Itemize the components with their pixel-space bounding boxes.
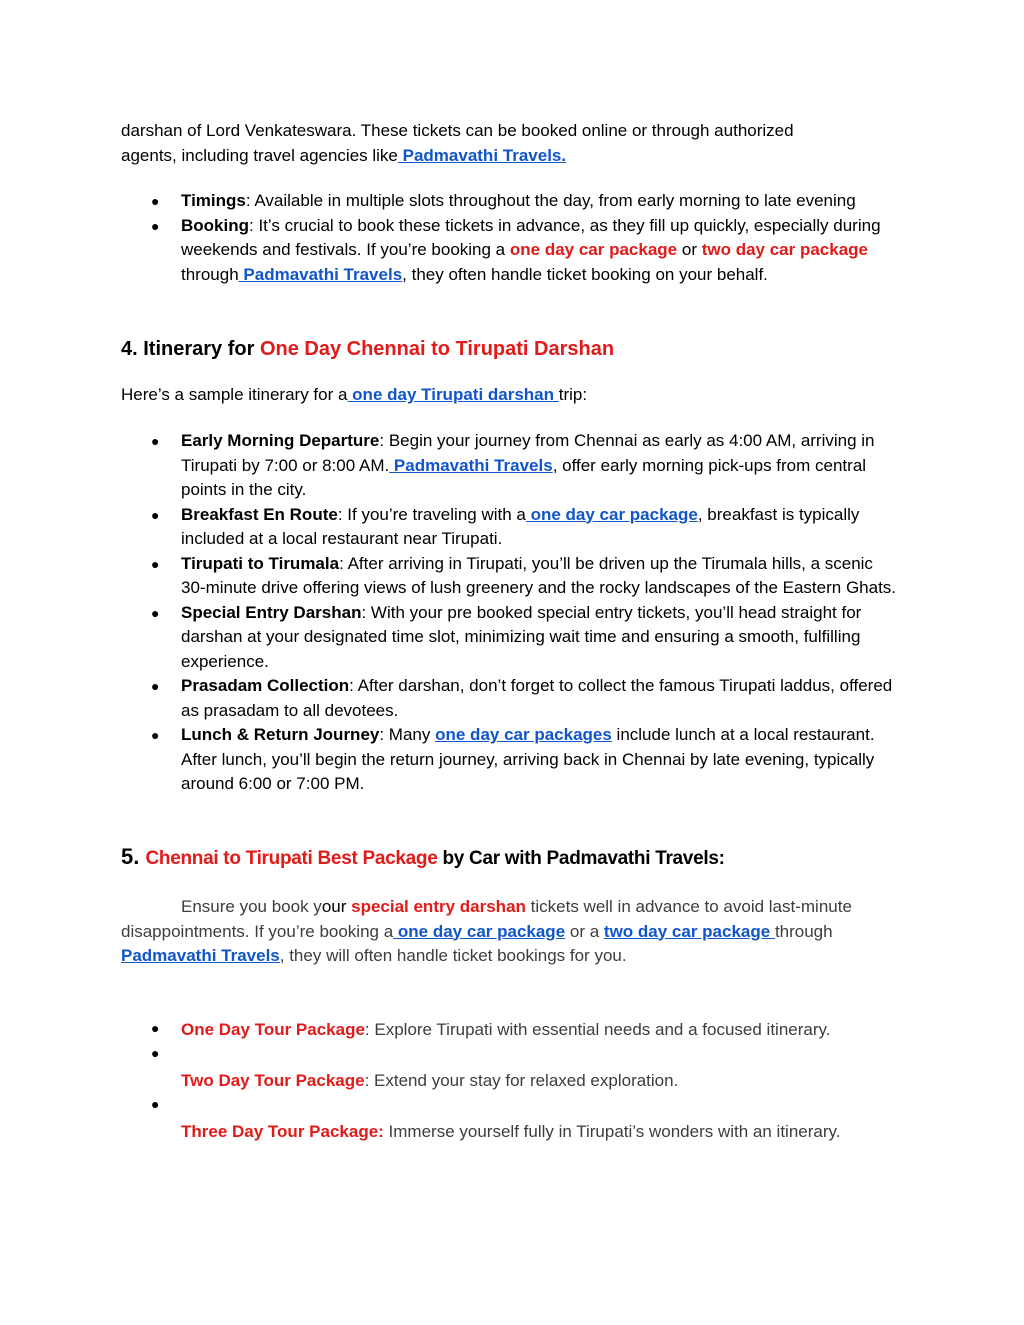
tour-name: One Day Tour Package bbox=[181, 1020, 365, 1039]
bullet-icon: ● bbox=[151, 1045, 160, 1061]
heading-prefix: 4. Itinerary for bbox=[121, 338, 260, 360]
itinerary-list bbox=[121, 429, 901, 797]
section-5-heading bbox=[121, 844, 725, 872]
list-item-text: : Many bbox=[379, 725, 436, 744]
list-item-text: include lunch at a local restaurant. After lunch, you’ll begin the return journey, arriving back in Chennai by late evening, typically around 6:00 or 7:00 PM. bbox=[181, 725, 875, 793]
list-item bbox=[121, 1045, 921, 1071]
tickets-list bbox=[121, 189, 911, 287]
list-item-text: , offer early morning pick-ups from central points in the city. bbox=[181, 455, 867, 499]
padmavathi-travels-link[interactable]: Padmavathi Travels bbox=[121, 946, 280, 965]
list-item bbox=[121, 1122, 921, 1147]
list-item-text: , breakfast is typically included at a local restaurant near Tirupati. bbox=[181, 504, 860, 548]
highlight-special-entry-darshan: special entry darshan bbox=[351, 897, 526, 916]
list-item-text: : If you’re traveling with a bbox=[337, 504, 526, 524]
list-item-term: Booking bbox=[181, 215, 249, 235]
padmavathi-travels-link[interactable]: Padmavathi Travels bbox=[389, 455, 553, 475]
bullet-icon: ● bbox=[151, 727, 160, 743]
section-4-intro bbox=[121, 383, 587, 408]
list-item-text: : Begin your journey from Chennai as early as 4:00 AM, arriving in Tirupati by 7:00 or 8:00 AM. bbox=[181, 431, 875, 475]
bullet-icon: ● bbox=[151, 217, 160, 234]
intro-text: trip: bbox=[558, 385, 588, 404]
para-text: Ensure you book y bbox=[181, 897, 322, 916]
heading-highlight: One Day Chennai to Tirupati Darshan bbox=[259, 338, 615, 360]
heading-rest: by Car with Padmavathi Travels: bbox=[437, 848, 725, 869]
list-item bbox=[121, 429, 901, 503]
bullet-icon: ● bbox=[151, 678, 160, 694]
list-item-text: : After darshan, don’t forget to collect the famous Tirupati laddus, offered as prasadam to all devotees. bbox=[181, 676, 893, 720]
list-item-text: : Available in multiple slots throughout the day, from early morning to late evening bbox=[245, 191, 856, 210]
intro-text: Here’s a sample itinerary for a bbox=[121, 385, 348, 404]
list-item-text: : It’s crucial to book these tickets in advance, as they fill up quickly, especially during weekends and festivals. If you’re booking a bbox=[181, 215, 881, 259]
highlight-two-day-car-package: two day car package bbox=[701, 240, 869, 259]
intro-line-2: agents, including travel agencies like bbox=[121, 145, 398, 165]
list-item-term: Special Entry Darshan bbox=[181, 602, 362, 622]
heading-number: 5. bbox=[121, 844, 146, 869]
list-item bbox=[121, 1020, 921, 1045]
bullet-icon: ● bbox=[151, 193, 160, 209]
tour-packages-list bbox=[121, 1020, 921, 1147]
list-item-term: Timings bbox=[181, 191, 246, 210]
bullet-icon: ● bbox=[151, 433, 160, 449]
list-item bbox=[121, 214, 911, 288]
bullet-icon: ● bbox=[151, 604, 160, 621]
list-item-term: Breakfast En Route bbox=[181, 504, 338, 524]
bullet-icon: ● bbox=[151, 1096, 160, 1112]
list-item-text: : After arriving in Tirupati, you’ll be driven up the Tirumala hills, a scenic 30-minute drive offering views of lush greenery and the rocky landscapes of the Eastern Ghats. bbox=[181, 553, 897, 597]
list-item bbox=[121, 503, 901, 552]
list-item bbox=[121, 189, 911, 214]
list-item-text: through bbox=[181, 264, 239, 284]
intro-line-1: darshan of Lord Venkateswara. These tickets can be booked online or through authorized bbox=[121, 121, 794, 140]
list-item-text: or bbox=[677, 240, 702, 259]
one-day-car-package-link[interactable]: one day car package bbox=[525, 504, 698, 524]
bullet-icon: ● bbox=[151, 506, 160, 523]
padmavathi-travels-link[interactable]: Padmavathi Travels bbox=[238, 264, 403, 284]
para-text: through bbox=[774, 921, 833, 941]
list-item-text: , they often handle ticket booking on your behalf. bbox=[402, 264, 768, 284]
list-item-text: : With your pre booked special entry tickets, you’ll head straight for darshan at your designated time slot, minimizing wait time and ensuring a smooth, fulfilling experience. bbox=[181, 602, 862, 671]
highlight-one-day-car-package: one day car package bbox=[509, 240, 678, 259]
heading-highlight: Chennai to Tirupati Best Package bbox=[145, 848, 438, 869]
padmavathi-travels-link[interactable]: Padmavathi Travels bbox=[397, 145, 562, 165]
list-item bbox=[121, 674, 901, 723]
list-item-term: Tirupati to Tirumala bbox=[181, 553, 340, 573]
tour-desc: Immerse yourself fully in Tirupati’s wonders with an itinerary. bbox=[383, 1122, 841, 1141]
list-item bbox=[121, 1096, 921, 1122]
tour-name: Three Day Tour Package: bbox=[181, 1122, 384, 1141]
list-item bbox=[121, 601, 901, 675]
list-item-term: Prasadam Collection bbox=[181, 676, 350, 695]
tour-desc: : Extend your stay for relaxed exploration. bbox=[364, 1071, 679, 1090]
intro-paragraph bbox=[121, 119, 921, 168]
bullet-icon: ● bbox=[151, 1020, 160, 1036]
one-day-car-package-link[interactable]: one day car package bbox=[393, 921, 566, 941]
para-text: tickets well in advance to avoid last-minute disappointments. If you’re booking a bbox=[121, 897, 852, 941]
list-item bbox=[121, 723, 901, 797]
para-text: our bbox=[321, 897, 352, 916]
list-item-term: Lunch & Return Journey bbox=[181, 725, 380, 744]
tour-name: Two Day Tour Package bbox=[181, 1071, 365, 1090]
one-day-car-packages-link[interactable]: one day car packages bbox=[435, 725, 612, 744]
one-day-tirupati-darshan-link[interactable]: one day Tirupati darshan bbox=[347, 385, 559, 404]
link-tail[interactable]: . bbox=[561, 145, 567, 165]
list-item-term: Early Morning Departure bbox=[181, 431, 380, 450]
tour-desc: : Explore Tirupati with essential needs and a focused itinerary. bbox=[364, 1020, 831, 1039]
list-item bbox=[121, 1071, 921, 1096]
section-4-heading bbox=[121, 336, 614, 362]
para-text: or a bbox=[565, 921, 604, 941]
list-item bbox=[121, 552, 901, 601]
two-day-car-package-link[interactable]: two day car package bbox=[603, 921, 775, 941]
section-5-paragraph bbox=[121, 895, 861, 969]
bullet-icon: ● bbox=[151, 555, 160, 572]
para-text: , they will often handle ticket bookings for you. bbox=[279, 946, 627, 965]
